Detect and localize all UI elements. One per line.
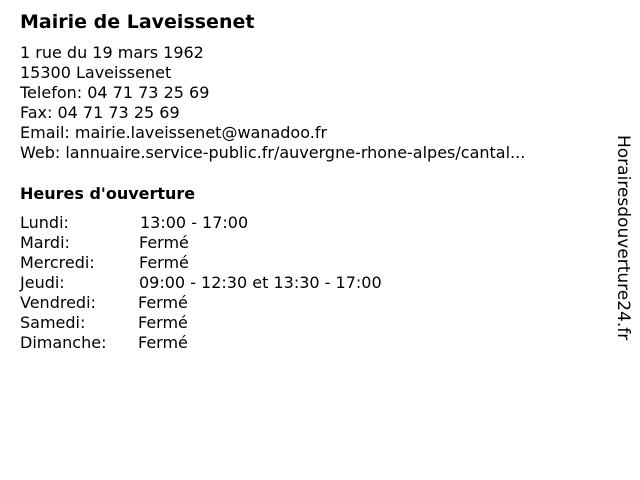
day-label: Mardi: <box>20 233 70 252</box>
opening-hours-heading: Heures d'ouverture <box>20 184 196 203</box>
day-hours: Fermé <box>138 293 188 312</box>
day-label: Jeudi: <box>20 273 65 292</box>
email-address: Email: mairie.laveissenet@wanadoo.fr <box>20 123 328 142</box>
business-name: Mairie de Laveissenet <box>20 11 255 33</box>
day-hours: Fermé <box>139 253 189 272</box>
site-watermark: Horairesdouverture24.fr <box>613 135 633 341</box>
address-street: 1 rue du 19 mars 1962 <box>20 43 204 62</box>
day-label: Dimanche: <box>20 333 107 352</box>
phone-number: Telefon: 04 71 73 25 69 <box>20 83 210 102</box>
address-city: 15300 Laveissenet <box>20 63 172 82</box>
day-label: Mercredi: <box>20 253 95 272</box>
day-hours: Fermé <box>139 233 189 252</box>
day-hours: Fermé <box>138 313 188 332</box>
day-hours: 13:00 - 17:00 <box>140 213 249 232</box>
day-hours: Fermé <box>138 333 188 352</box>
day-hours: 09:00 - 12:30 et 13:30 - 17:00 <box>139 273 382 292</box>
day-label: Samedi: <box>20 313 86 332</box>
fax-number: Fax: 04 71 73 25 69 <box>20 103 180 122</box>
day-label: Vendredi: <box>20 293 96 312</box>
contact-info <box>20 43 525 163</box>
website-url: Web: lannuaire.service-public.fr/auvergne-rhone-alpes/cantal... <box>20 143 526 162</box>
day-label: Lundi: <box>20 213 69 232</box>
